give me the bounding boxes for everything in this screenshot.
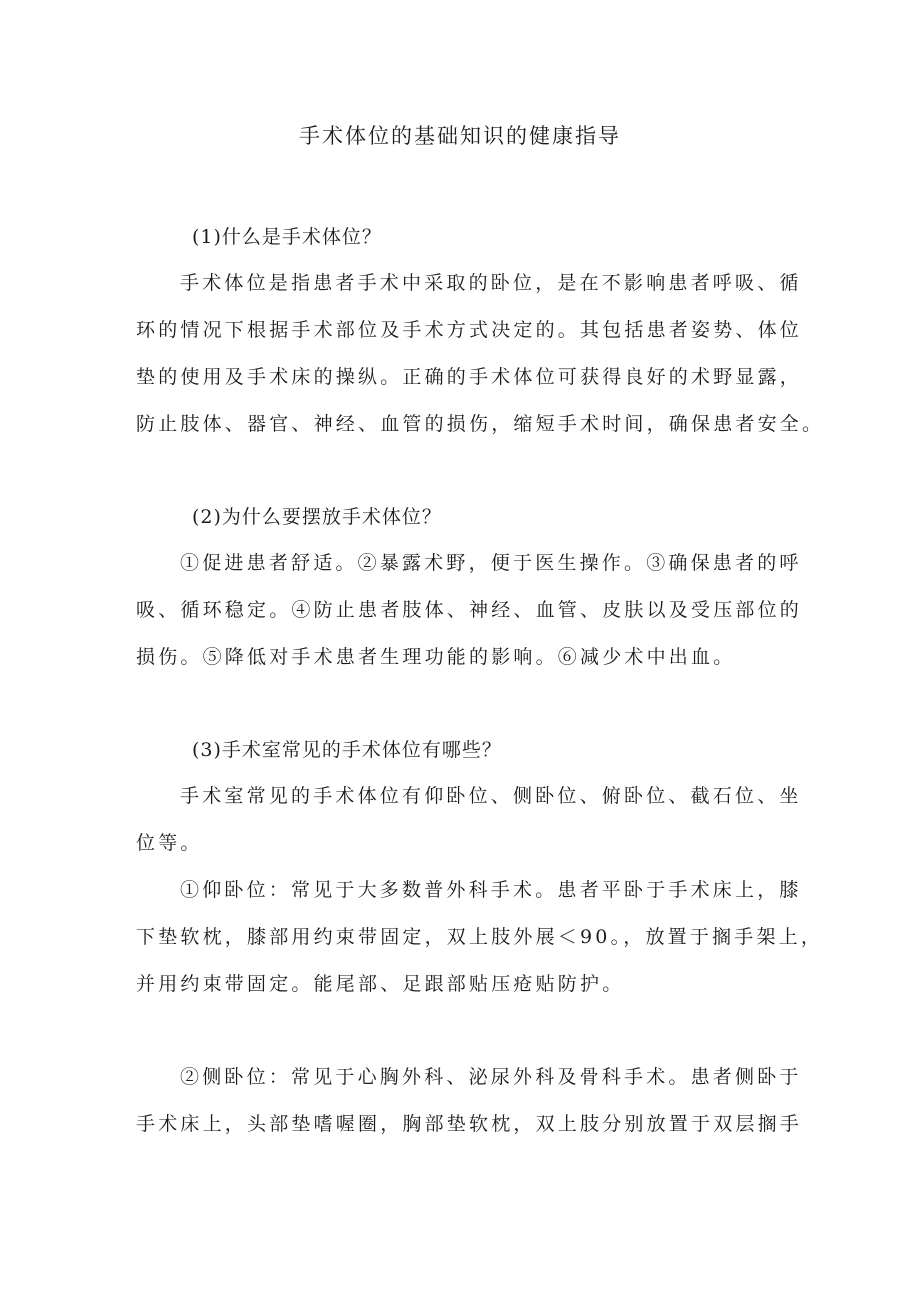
paragraph-line: 下垫软枕，膝部用约束带固定，双上肢外展＜90。，放置于搁手架上， [136, 926, 824, 948]
paragraph-line: 位等。 [136, 832, 203, 854]
paragraph-line: ①仰卧位：常见于大多数普外科手术。患者平卧于手术床上，膝 [180, 879, 802, 901]
section-spacer [136, 689, 798, 735]
paragraph-line: 手术体位是指患者手术中采取的卧位，是在不影响患者呼吸、循 [180, 272, 802, 294]
section-heading-2: (2)为什么要摆放手术体位？ [192, 506, 442, 528]
paragraph-line: ①促进患者舒适。②暴露术野，便于医生操作。③确保患者的呼 [180, 552, 802, 574]
paragraph-line: 手术床上，头部垫嗜喔圈，胸部垫软枕，双上肢分别放置于双层搁手 [136, 1113, 803, 1135]
section-paragraph-3b [136, 875, 824, 999]
paragraph-line: 并用约束带固定。能尾部、足跟部贴压疮贴防护。 [136, 973, 625, 995]
paragraph-line: 环的情况下根据手术部位及手术方式决定的。其包括患者姿势、体位 [136, 319, 803, 341]
paragraph-line: ②侧卧位：常见于心胸外科、泌尿外科及骨科手术。患者侧卧于 [180, 1066, 802, 1088]
section-paragraph-3 [136, 781, 802, 858]
paragraph-line: 手术室常见的手术体位有仰卧位、侧卧位、俯卧位、截石位、坐 [180, 785, 802, 807]
section-paragraph-2 [136, 548, 803, 672]
section-spacer [136, 456, 798, 502]
section-spacer [136, 1016, 798, 1062]
document-body [136, 222, 825, 1156]
section-paragraph-1 [136, 268, 825, 439]
section-paragraph-3c [136, 1062, 803, 1139]
paragraph-line: 防止肢体、器官、神经、血管的损伤，缩短手术时间，确保患者安全。 [136, 413, 825, 435]
paragraph-line: 垫的使用及手术床的操纵。正确的手术体位可获得良好的术野显露， [136, 366, 803, 388]
page-title: 手术体位的基础知识的健康指导 [299, 124, 621, 148]
section-heading-3: (3)手术室常见的手术体位有哪些？ [192, 739, 502, 761]
paragraph-line: 吸、循环稳定。④防止患者肢体、神经、血管、皮肤以及受压部位的 [136, 599, 803, 621]
paragraph-line: 损伤。⑤降低对手术患者生理功能的影响。⑥减少术中出血。 [136, 646, 736, 668]
section-heading-1: (1)什么是手术体位？ [192, 226, 382, 248]
